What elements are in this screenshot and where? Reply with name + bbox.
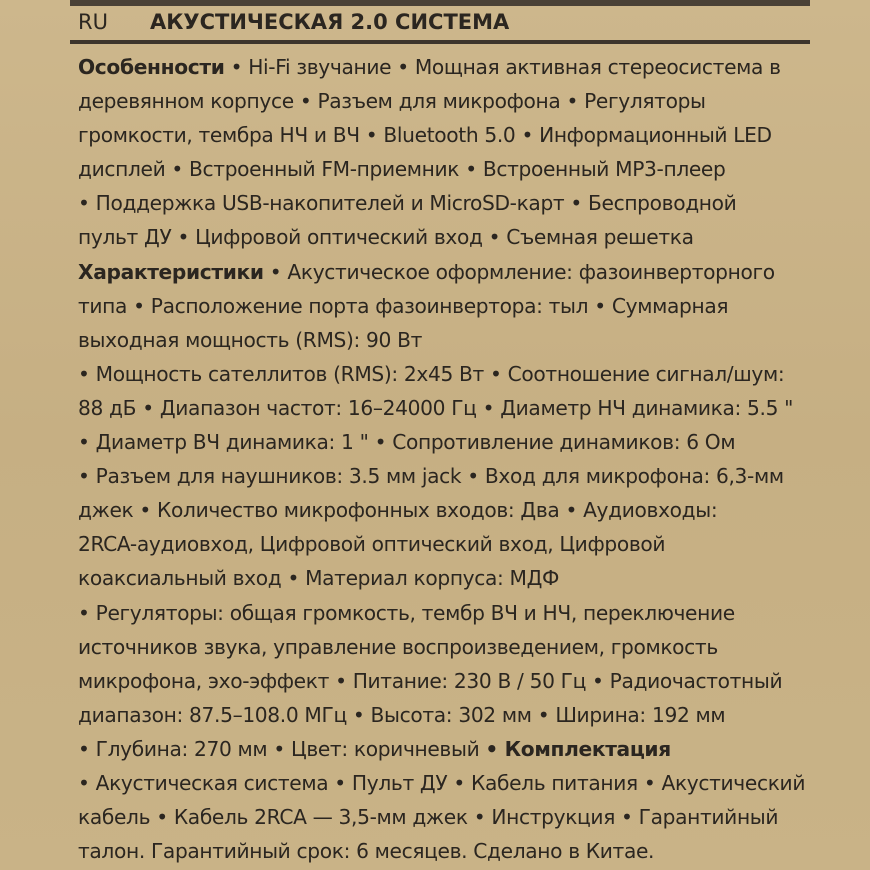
spec-line — [78, 800, 805, 834]
section-heading: • Комплектация — [485, 736, 671, 761]
spec-text: • Hi-Fi звучание • Мощная активная стереосистема в — [224, 55, 781, 79]
spec-line — [78, 357, 805, 391]
header-divider — [70, 40, 810, 44]
spec-line — [78, 493, 805, 527]
spec-text: громкости, тембра НЧ и ВЧ • Bluetooth 5.0 • Информационный LED — [78, 123, 772, 148]
spec-line — [78, 84, 805, 118]
spec-text: коаксиальный вход • Материал корпуса: МДФ — [78, 566, 560, 591]
spec-line — [78, 664, 805, 698]
spec-text: дисплей • Встроенный FM-приемник • Встроенный MP3-плеер — [78, 157, 726, 182]
spec-text: источников звука, управление воспроизведением, громкость — [78, 634, 718, 659]
spec-line — [78, 630, 805, 664]
spec-text: 2RCA-аудиовход, Цифровой оптический вход, Цифровой — [78, 532, 666, 557]
spec-line — [78, 220, 805, 254]
spec-text: 88 дБ • Диапазон частот: 16–24000 Гц • Диаметр НЧ динамика: 5.5 " — [78, 395, 794, 420]
spec-line — [78, 766, 805, 800]
spec-line — [78, 391, 805, 425]
spec-line — [78, 561, 805, 595]
spec-text: выходная мощность (RMS): 90 Вт — [78, 327, 422, 352]
spec-text: кабель • Кабель 2RCA — 3,5-мм джек • Инструкция • Гарантийный — [78, 805, 779, 830]
spec-line — [78, 834, 805, 868]
section-heading: Характеристики — [78, 259, 264, 284]
spec-text: • Мощность сателлитов (RMS): 2x45 Вт • Соотношение сигнал/шум: — [78, 361, 785, 386]
spec-line — [78, 118, 805, 152]
spec-line — [78, 459, 805, 493]
label-header — [78, 8, 818, 36]
spec-line — [78, 596, 805, 630]
spec-text: • Поддержка USB-накопителей и MicroSD-карт • Беспроводной — [78, 191, 737, 216]
spec-text: • Разъем для наушников: 3.5 мм jack • Вход для микрофона: 6,3-мм — [78, 464, 784, 489]
spec-line — [78, 50, 805, 84]
spec-line — [78, 186, 805, 220]
spec-text: • Акустическая система • Пульт ДУ • Кабель питания • Акустический — [78, 770, 806, 795]
spec-line — [78, 698, 805, 732]
spec-text: типа • Расположение порта фазоинвертора: тыл • Суммарная — [78, 293, 729, 318]
specifications-text — [78, 50, 805, 868]
spec-text: • Глубина: 270 мм • Цвет: коричневый — [78, 736, 486, 761]
spec-line — [78, 255, 805, 289]
spec-line — [78, 152, 805, 186]
spec-line — [78, 425, 805, 459]
spec-text: микрофона, эхо-эффект • Питание: 230 В / 50 Гц • Радиочастотный — [78, 668, 783, 693]
spec-line — [78, 527, 805, 561]
spec-line — [78, 289, 805, 323]
spec-text: пульт ДУ • Цифровой оптический вход • Съемная решетка — [78, 225, 694, 250]
spec-text: диапазон: 87.5–108.0 МГц • Высота: 302 мм • Ширина: 192 мм — [78, 702, 726, 727]
spec-line — [78, 323, 805, 357]
spec-text: талон. Гарантийный срок: 6 месяцев. Сделано в Китае. — [78, 839, 655, 864]
spec-text: • Регуляторы: общая громкость, тембр ВЧ и НЧ, переключение — [78, 600, 735, 625]
spec-text: деревянном корпусе • Разъем для микрофона • Регуляторы — [78, 89, 706, 114]
section-heading: Особенности — [78, 55, 225, 79]
top-divider — [70, 0, 810, 6]
spec-text: • Диаметр ВЧ динамика: 1 " • Сопротивление динамиков: 6 Ом — [78, 430, 736, 455]
spec-text: джек • Количество микрофонных входов: Два • Аудиовходы: — [78, 498, 718, 523]
spec-text: • Акустическое оформление: фазоинверторного — [263, 259, 775, 284]
language-code: RU — [78, 10, 108, 34]
product-title: АКУСТИЧЕСКАЯ 2.0 СИСТЕМА — [150, 10, 510, 34]
spec-line — [78, 732, 805, 766]
